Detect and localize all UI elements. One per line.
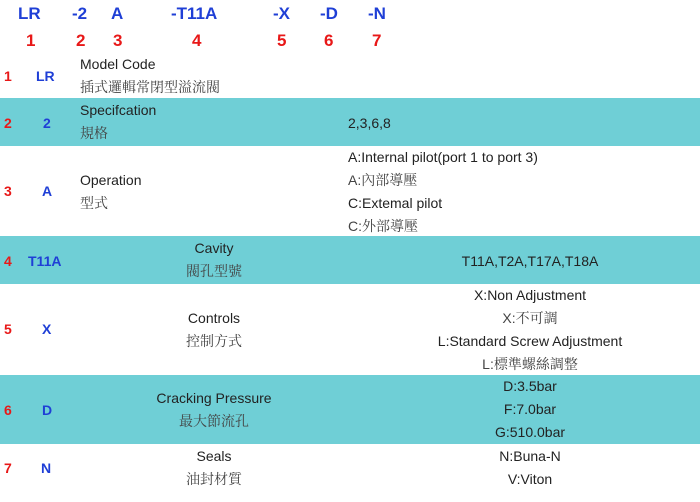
row-value: A:Internal pilot(port 1 to port 3) bbox=[348, 149, 538, 165]
header-number-5: 5 bbox=[277, 31, 287, 50]
row-index: 1 bbox=[4, 68, 12, 84]
row-value: C:Extemal pilot bbox=[348, 195, 443, 211]
header-number-4: 4 bbox=[192, 31, 202, 50]
row-name-en: Cracking Pressure bbox=[156, 390, 272, 406]
row-name-en: Controls bbox=[187, 310, 241, 326]
row-value: N:Buna-N bbox=[499, 448, 561, 464]
row-code: T11A bbox=[28, 253, 62, 269]
header-code-controls: -X bbox=[273, 4, 290, 23]
table-row-controls bbox=[0, 284, 700, 375]
row-value: A:內部導壓 bbox=[348, 172, 418, 188]
row-code: D bbox=[42, 402, 53, 418]
header-number-3: 3 bbox=[113, 31, 123, 50]
header-number-1: 1 bbox=[26, 31, 36, 50]
row-index: 2 bbox=[4, 115, 12, 131]
row-name-cn: 最大節流孔 bbox=[179, 413, 249, 429]
header-code-seals: -N bbox=[368, 4, 386, 23]
row-name-en: Operation bbox=[80, 172, 142, 188]
row-value: F:7.0bar bbox=[503, 401, 557, 417]
row-name-en: Model Code bbox=[80, 56, 156, 72]
row-name-cn: 規格 bbox=[80, 125, 108, 141]
row-value: T11A,T2A,T17A,T18A bbox=[461, 253, 599, 269]
row-value: D:3.5bar bbox=[503, 378, 557, 394]
table-row-specification bbox=[0, 98, 700, 146]
header-code-pressure: -D bbox=[320, 4, 338, 23]
row-code: A bbox=[42, 183, 53, 199]
row-index: 4 bbox=[4, 253, 12, 269]
row-code: 2 bbox=[43, 115, 51, 131]
row-value: C:外部導壓 bbox=[348, 218, 418, 234]
header-code-lr: LR bbox=[18, 4, 41, 23]
row-value: L:Standard Screw Adjustment bbox=[437, 333, 623, 349]
table-row-operation bbox=[0, 146, 700, 236]
row-name-en: Seals bbox=[196, 448, 232, 464]
header-code-operation: A bbox=[111, 4, 124, 23]
row-index: 6 bbox=[4, 402, 12, 418]
table-row-model-code bbox=[0, 52, 700, 98]
row-value: V:Viton bbox=[507, 471, 553, 487]
row-value: X:Non Adjustment bbox=[473, 287, 587, 303]
header-number-7: 7 bbox=[372, 31, 382, 50]
header-code-cavity: -T11A bbox=[171, 4, 218, 23]
row-value: 2,3,6,8 bbox=[348, 115, 391, 131]
header-number-2: 2 bbox=[76, 31, 86, 50]
row-name-en: Cavity bbox=[194, 240, 234, 256]
row-name-cn: 插式邏輯常閉型溢流閥 bbox=[80, 79, 220, 95]
table-row-cracking-pressure bbox=[0, 375, 700, 444]
row-value: G:510.0bar bbox=[494, 424, 566, 440]
row-code: X bbox=[42, 321, 52, 337]
row-code: LR bbox=[36, 68, 55, 84]
header-number-6: 6 bbox=[324, 31, 334, 50]
header-code-spec: -2 bbox=[72, 4, 88, 23]
row-value: X:不可調 bbox=[502, 310, 558, 326]
row-name-cn: 控制方式 bbox=[186, 333, 242, 349]
row-code: N bbox=[41, 460, 52, 476]
row-name-cn: 型式 bbox=[80, 195, 108, 211]
row-name-cn: 油封材質 bbox=[186, 471, 242, 487]
row-name-cn: 閥孔型號 bbox=[186, 263, 242, 279]
row-index: 3 bbox=[4, 183, 12, 199]
table-row-seals bbox=[0, 444, 700, 494]
table-row-cavity bbox=[0, 236, 700, 284]
row-index: 7 bbox=[4, 460, 12, 476]
row-index: 5 bbox=[4, 321, 12, 337]
row-value: L:標準螺絲調整 bbox=[482, 356, 578, 372]
row-name-en: Specifcation bbox=[80, 102, 157, 118]
